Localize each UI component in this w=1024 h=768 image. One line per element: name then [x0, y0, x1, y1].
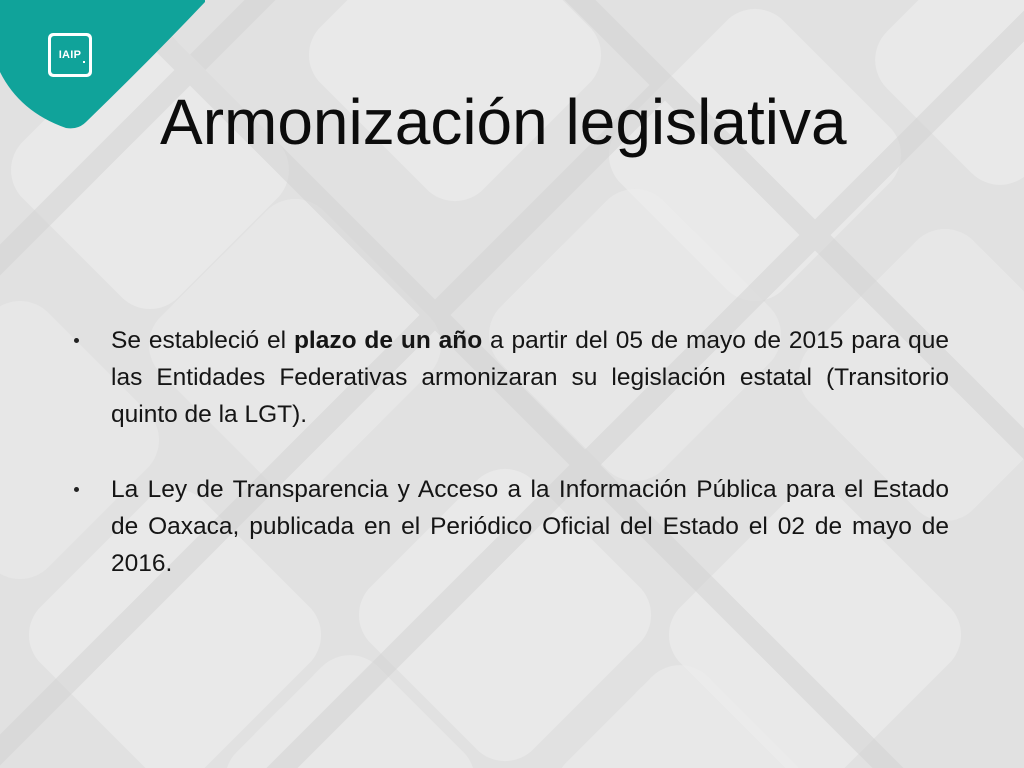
bullet-marker — [74, 487, 79, 492]
logo-mark — [51, 36, 89, 74]
bullet-text: La Ley de Transparencia y Acceso a la Información Pública para el Estado de Oaxaca, publicada en el Periódico Oficial del Estado el 02 de mayo de 2016. — [111, 476, 949, 577]
bullet-bold-text: plazo de un año — [293, 327, 483, 354]
bullet-text: Se estableció el — [111, 327, 294, 354]
iaip-logo — [48, 33, 92, 77]
bullet-list — [0, 322, 1024, 582]
bullet-text: a partir del 05 de mayo de 2015 para que las Entidades Federativas armonizaran su legislación estatal (Transitorio quinto de la LGT). — [111, 327, 949, 428]
bullet-item — [111, 471, 949, 582]
logo-text: IAIP — [58, 49, 82, 61]
logo-dot — [83, 61, 85, 63]
bullet-marker — [74, 338, 79, 343]
slide-title: Armonización legislativa — [160, 86, 847, 158]
bullet-item — [111, 322, 949, 433]
